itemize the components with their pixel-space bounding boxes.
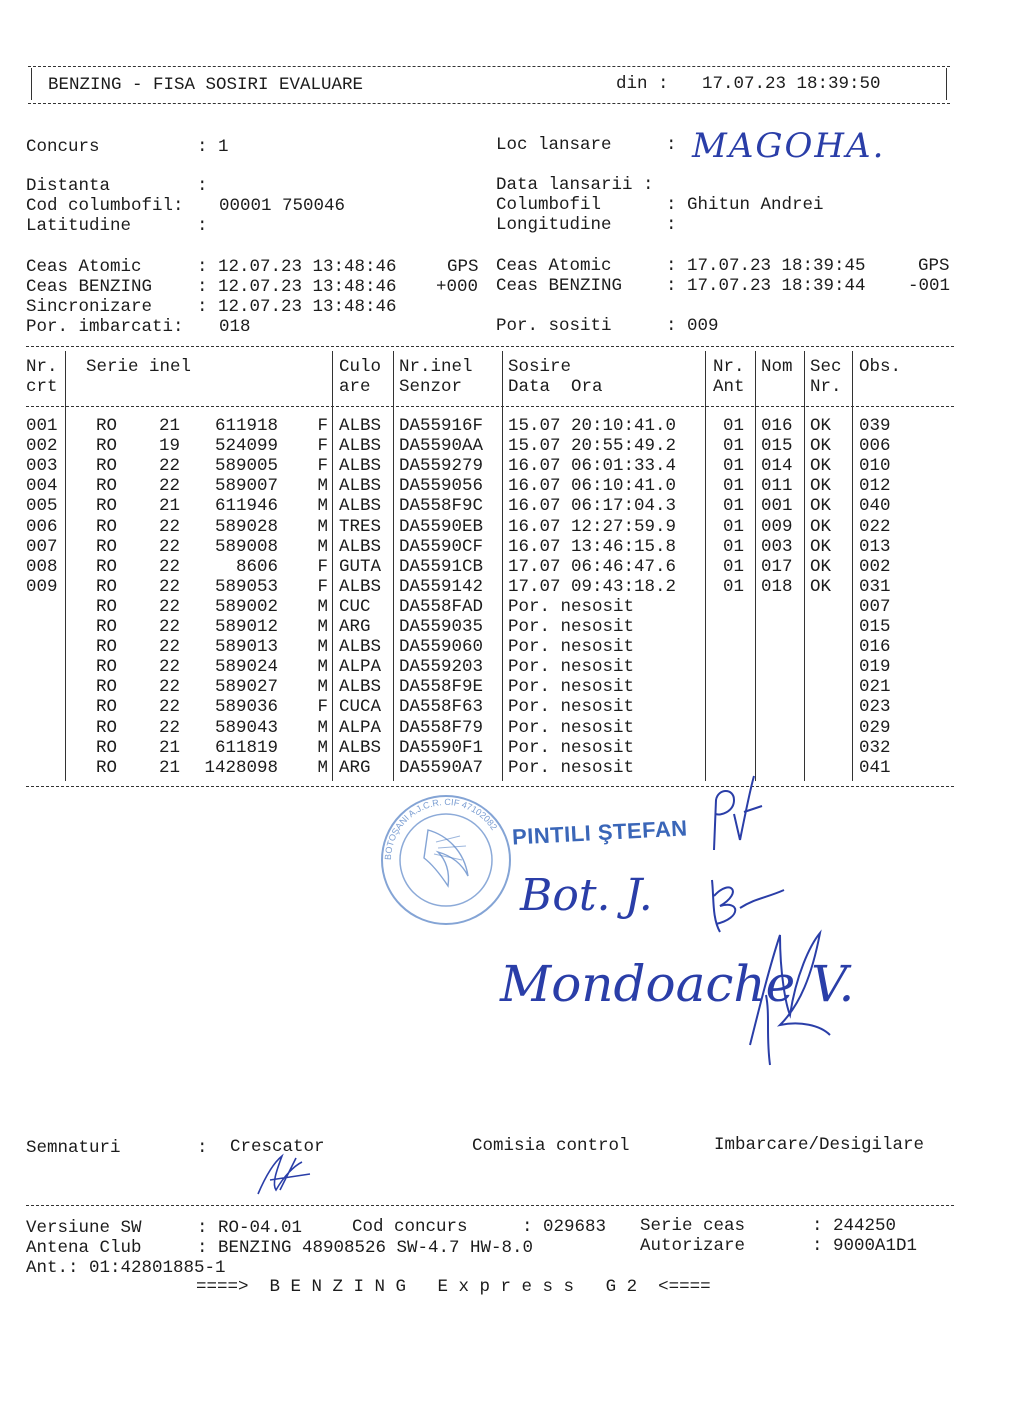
concurs-value: : 1 bbox=[197, 137, 229, 157]
cell-an: 19 bbox=[159, 436, 181, 457]
table-row bbox=[0, 416, 1024, 436]
cell-culoare: ALBS bbox=[339, 456, 382, 477]
versiune-sw-label: Versiune SW bbox=[26, 1218, 142, 1238]
semnaturi-label: Semnaturi bbox=[26, 1138, 121, 1158]
cell-sosire: 16.07 06:17:04.3 bbox=[508, 496, 677, 517]
cell-sosire: Por. nesosit bbox=[508, 737, 635, 758]
cod-concurs-label: Cod concurs bbox=[352, 1217, 468, 1237]
cell-sec: OK bbox=[810, 476, 832, 497]
cell-ant: 01 bbox=[723, 576, 745, 597]
cell-sex: F bbox=[317, 436, 328, 457]
cell-nom: 003 bbox=[761, 536, 793, 557]
cell-tara: RO bbox=[96, 717, 118, 738]
cell-inel: 589005 bbox=[214, 456, 278, 477]
cell-nr: 007 bbox=[26, 536, 58, 557]
cell-sex: F bbox=[317, 576, 328, 597]
cell-culoare: GUTA bbox=[339, 556, 382, 577]
antena-club-value: : BENZING 48908526 SW-4.7 HW-8.0 bbox=[197, 1238, 534, 1258]
cell-sex: F bbox=[317, 456, 328, 477]
signature-crescator-label: Crescator bbox=[230, 1137, 325, 1157]
signature-comisia-label: Comisia control bbox=[472, 1136, 630, 1156]
cell-an: 22 bbox=[159, 596, 181, 617]
cell-inel: 589007 bbox=[214, 476, 278, 497]
cell-inel: 589012 bbox=[214, 617, 278, 637]
porumbei-sositi-label: Por. sositi bbox=[496, 316, 612, 336]
table-header-divider bbox=[26, 406, 954, 407]
header-top-border bbox=[28, 66, 950, 67]
cell-ant: 01 bbox=[723, 536, 745, 557]
cell-tara: RO bbox=[96, 556, 118, 577]
cell-sosire: 17.07 06:46:47.6 bbox=[508, 556, 677, 577]
porumbei-imbarcati-label: Por. imbarcati: bbox=[26, 317, 184, 337]
cell-senzor: DA559035 bbox=[399, 617, 484, 637]
cell-senzor: DA559056 bbox=[399, 476, 484, 497]
latitudine-label: Latitudine bbox=[26, 216, 132, 236]
th-sec-nr: Nr. bbox=[810, 377, 842, 397]
cell-senzor: DA5590F1 bbox=[399, 737, 484, 758]
cell-tara: RO bbox=[96, 677, 118, 698]
cell-nom: 015 bbox=[761, 436, 793, 457]
cell-tara: RO bbox=[96, 657, 118, 678]
ant-line: Ant.: 01:42801885-1 bbox=[26, 1258, 226, 1278]
cell-an: 22 bbox=[159, 677, 181, 698]
cell-senzor: DA558FAD bbox=[399, 596, 484, 617]
latitudine-value: : bbox=[197, 216, 208, 236]
cell-culoare: ALPA bbox=[339, 717, 382, 738]
cell-inel: 589028 bbox=[214, 516, 278, 537]
clock-right-atomic-suffix: GPS bbox=[918, 256, 950, 276]
cell-sex: M bbox=[317, 677, 328, 698]
cell-sosire: 16.07 06:10:41.0 bbox=[508, 476, 677, 497]
table-row bbox=[0, 537, 1024, 557]
cell-an: 22 bbox=[159, 576, 181, 597]
club-seal-stamp bbox=[376, 790, 516, 930]
cell-an: 22 bbox=[159, 637, 181, 658]
cell-obs: 007 bbox=[859, 596, 891, 617]
cell-inel: 589036 bbox=[214, 697, 278, 718]
cod-columbofil-value: 00001 750046 bbox=[219, 196, 346, 216]
header-right-border bbox=[946, 68, 947, 100]
autorizare-value: : 9000A1D1 bbox=[812, 1236, 918, 1256]
cell-tara: RO bbox=[96, 576, 118, 597]
cell-obs: 013 bbox=[859, 536, 891, 557]
cell-tara: RO bbox=[96, 757, 118, 778]
cell-senzor: DA5590A7 bbox=[399, 757, 484, 778]
cell-culoare: ALBS bbox=[339, 476, 382, 497]
cell-inel: 589027 bbox=[214, 677, 278, 698]
cell-ant: 01 bbox=[723, 476, 745, 497]
cell-sec: OK bbox=[810, 516, 832, 537]
clock-left-atomic-suffix: GPS bbox=[447, 257, 479, 277]
cell-tara: RO bbox=[96, 416, 118, 436]
cell-ant: 01 bbox=[723, 556, 745, 577]
cell-nr: 009 bbox=[26, 576, 58, 597]
th-culoare-2: are bbox=[339, 377, 371, 397]
clock-right-benzing-suffix: -001 bbox=[908, 276, 951, 296]
cell-senzor: DA558F79 bbox=[399, 717, 484, 738]
cell-inel: 589008 bbox=[214, 536, 278, 557]
cell-obs: 032 bbox=[859, 737, 891, 758]
cell-sex: M bbox=[317, 617, 328, 637]
th-obs: Obs. bbox=[859, 357, 902, 377]
clock-left-atomic-label: Ceas Atomic bbox=[26, 257, 142, 277]
cell-obs: 040 bbox=[859, 496, 891, 517]
cell-inel: 1428098 bbox=[204, 757, 278, 778]
cell-sex: M bbox=[317, 657, 328, 678]
table-row bbox=[0, 617, 1024, 637]
cell-an: 22 bbox=[159, 556, 181, 577]
cell-an: 22 bbox=[159, 697, 181, 718]
th-sec: Sec bbox=[810, 357, 842, 377]
header-left-border bbox=[31, 68, 32, 100]
cell-inel: 611918 bbox=[214, 416, 278, 436]
cell-sosire: Por. nesosit bbox=[508, 757, 635, 778]
cell-sec: OK bbox=[810, 416, 832, 436]
cell-sosire: Por. nesosit bbox=[508, 657, 635, 678]
cell-ant: 01 bbox=[723, 496, 745, 517]
cell-culoare: ALPA bbox=[339, 657, 382, 678]
cell-nom: 001 bbox=[761, 496, 793, 517]
cell-obs: 002 bbox=[859, 556, 891, 577]
cell-culoare: ALBS bbox=[339, 637, 382, 658]
cell-sec: OK bbox=[810, 436, 832, 457]
columbofil-value: : Ghitun Andrei bbox=[666, 195, 824, 215]
serie-ceas-value: : 244250 bbox=[812, 1216, 897, 1236]
th-nr-crt: crt bbox=[26, 377, 58, 397]
cell-nr: 002 bbox=[26, 436, 58, 457]
cell-senzor: DA5590EB bbox=[399, 516, 484, 537]
cell-senzor: DA558F63 bbox=[399, 697, 484, 718]
cell-inel: 611946 bbox=[214, 496, 278, 517]
cell-culoare: ALBS bbox=[339, 416, 382, 436]
longitudine-label: Longitudine bbox=[496, 215, 612, 235]
th-sosire: Sosire bbox=[508, 357, 572, 377]
cell-obs: 031 bbox=[859, 576, 891, 597]
cell-sex: F bbox=[317, 416, 328, 436]
cell-sex: F bbox=[317, 556, 328, 577]
cell-nom: 017 bbox=[761, 556, 793, 577]
cell-obs: 006 bbox=[859, 436, 891, 457]
cell-an: 21 bbox=[159, 496, 181, 517]
cell-sex: M bbox=[317, 737, 328, 758]
cell-sosire: 16.07 12:27:59.9 bbox=[508, 516, 677, 537]
stamp-name: PINTILI ŞTEFAN bbox=[511, 815, 689, 850]
cell-sex: M bbox=[317, 496, 328, 517]
cell-inel: 589043 bbox=[214, 717, 278, 738]
semnaturi-colon: : bbox=[197, 1138, 208, 1158]
clock-left-atomic-value: : 12.07.23 13:48:46 bbox=[197, 257, 397, 277]
cell-an: 22 bbox=[159, 536, 181, 557]
cell-sosire: Por. nesosit bbox=[508, 617, 635, 637]
cell-sex: M bbox=[317, 596, 328, 617]
distanta-label: Distanta bbox=[26, 176, 111, 196]
cell-obs: 010 bbox=[859, 456, 891, 477]
cell-an: 22 bbox=[159, 657, 181, 678]
porumbei-imbarcati-value: 018 bbox=[219, 317, 251, 337]
cell-sex: M bbox=[317, 536, 328, 557]
cell-ant: 01 bbox=[723, 416, 745, 436]
cell-an: 21 bbox=[159, 737, 181, 758]
table-row bbox=[0, 456, 1024, 476]
cell-culoare: ALBS bbox=[339, 436, 382, 457]
header-bottom-border bbox=[28, 103, 950, 104]
loc-lansare-colon: : bbox=[666, 135, 677, 155]
signature-scribble-3 bbox=[730, 925, 840, 1075]
table-row bbox=[0, 476, 1024, 496]
cell-tara: RO bbox=[96, 737, 118, 758]
signature-imbarcare-label: Imbarcare/Desigilare bbox=[714, 1135, 925, 1155]
cell-obs: 029 bbox=[859, 717, 891, 738]
cell-sosire: Por. nesosit bbox=[508, 697, 635, 718]
handwritten-line-2: Mondoache V. bbox=[500, 955, 855, 1013]
table-row bbox=[0, 637, 1024, 657]
cell-obs: 015 bbox=[859, 617, 891, 637]
cod-columbofil-label: Cod columbofil: bbox=[26, 196, 184, 216]
cell-an: 22 bbox=[159, 717, 181, 738]
concurs-label: Concurs bbox=[26, 137, 100, 157]
cod-concurs-value: : 029683 bbox=[522, 1217, 607, 1237]
cell-sec: OK bbox=[810, 576, 832, 597]
cell-senzor: DA559060 bbox=[399, 637, 484, 658]
cell-culoare: TRES bbox=[339, 516, 382, 537]
cell-ant: 01 bbox=[723, 456, 745, 477]
clock-right-atomic-label: Ceas Atomic bbox=[496, 256, 612, 276]
cell-sec: OK bbox=[810, 496, 832, 517]
cell-sosire: Por. nesosit bbox=[508, 717, 635, 738]
cell-nom: 018 bbox=[761, 576, 793, 597]
cell-inel: 611819 bbox=[214, 737, 278, 758]
cell-culoare: CUCA bbox=[339, 697, 382, 718]
report-title: BENZING - FISA SOSIRI EVALUARE bbox=[48, 75, 364, 95]
cell-sosire: Por. nesosit bbox=[508, 677, 635, 698]
th-nom: Nom bbox=[761, 357, 793, 377]
loc-lansare-handwritten: MAGOHA. bbox=[692, 126, 886, 166]
report-date-label: din : bbox=[616, 74, 669, 94]
cell-nom: 014 bbox=[761, 456, 793, 477]
cell-nr: 004 bbox=[26, 476, 58, 497]
report-date-value: 17.07.23 18:39:50 bbox=[702, 74, 881, 94]
porumbei-sositi-value: : 009 bbox=[666, 316, 719, 336]
cell-obs: 012 bbox=[859, 476, 891, 497]
table-row bbox=[0, 557, 1024, 577]
cell-culoare: ALBS bbox=[339, 536, 382, 557]
cell-nom: 011 bbox=[761, 476, 793, 497]
autorizare-label: Autorizare bbox=[640, 1236, 746, 1256]
cell-senzor: DA5590AA bbox=[399, 436, 484, 457]
th-serie-inel: Serie inel bbox=[86, 357, 192, 377]
cell-tara: RO bbox=[96, 436, 118, 457]
cell-obs: 022 bbox=[859, 516, 891, 537]
cell-sosire: Por. nesosit bbox=[508, 596, 635, 617]
th-nr-inel: Nr.inel bbox=[399, 357, 473, 377]
table-bottom-border bbox=[26, 786, 954, 787]
cell-sex: M bbox=[317, 516, 328, 537]
cell-tara: RO bbox=[96, 617, 118, 637]
table-row bbox=[0, 758, 1024, 778]
cell-senzor: DA559203 bbox=[399, 657, 484, 678]
table-row bbox=[0, 738, 1024, 758]
cell-nr: 006 bbox=[26, 516, 58, 537]
cell-sec: OK bbox=[810, 536, 832, 557]
cell-senzor: DA559142 bbox=[399, 576, 484, 597]
handwritten-line-1: Bot. J. bbox=[520, 870, 653, 921]
cell-senzor: DA559279 bbox=[399, 456, 484, 477]
th-data-ora: Data Ora bbox=[508, 377, 603, 397]
cell-inel: 589024 bbox=[214, 657, 278, 678]
cell-inel: 589053 bbox=[214, 576, 278, 597]
cell-senzor: DA558F9C bbox=[399, 496, 484, 517]
cell-sex: M bbox=[317, 637, 328, 658]
seal-text: BOTOŞANI A.J.C.R. CIF 47102082 bbox=[382, 796, 500, 861]
cell-an: 21 bbox=[159, 757, 181, 778]
th-culoare-1: Culo bbox=[339, 357, 382, 377]
cell-ant: 01 bbox=[723, 436, 745, 457]
clock-left-benzing-label: Ceas BENZING bbox=[26, 277, 153, 297]
table-row bbox=[0, 718, 1024, 738]
cell-an: 22 bbox=[159, 456, 181, 477]
cell-nr: 003 bbox=[26, 456, 58, 477]
cell-culoare: ARG bbox=[339, 617, 371, 637]
clock-right-atomic-value: : 17.07.23 18:39:45 bbox=[666, 256, 866, 276]
cell-sosire: 17.07 09:43:18.2 bbox=[508, 576, 677, 597]
cell-culoare: ALBS bbox=[339, 737, 382, 758]
table-row bbox=[0, 577, 1024, 597]
clock-left-sync-label: Sincronizare bbox=[26, 297, 153, 317]
th-nr: Nr. bbox=[26, 357, 58, 377]
clock-left-benzing-suffix: +000 bbox=[436, 277, 479, 297]
clock-left-sync-value: : 12.07.23 13:48:46 bbox=[197, 297, 397, 317]
cell-tara: RO bbox=[96, 536, 118, 557]
benzing-express-banner: ====> B E N Z I N G E x p r e s s G 2 <==== bbox=[196, 1277, 711, 1297]
antena-club-label: Antena Club bbox=[26, 1238, 142, 1258]
cell-obs: 019 bbox=[859, 657, 891, 678]
footer-divider bbox=[26, 1205, 954, 1206]
table-row bbox=[0, 517, 1024, 537]
cell-nr: 001 bbox=[26, 416, 58, 436]
cell-tara: RO bbox=[96, 476, 118, 497]
table-row bbox=[0, 597, 1024, 617]
table-row bbox=[0, 677, 1024, 697]
cell-obs: 041 bbox=[859, 757, 891, 778]
table-row bbox=[0, 436, 1024, 456]
clock-left-benzing-value: : 12.07.23 13:48:46 bbox=[197, 277, 397, 297]
cell-an: 22 bbox=[159, 476, 181, 497]
clock-right-benzing-value: : 17.07.23 18:39:44 bbox=[666, 276, 866, 296]
cell-obs: 039 bbox=[859, 416, 891, 436]
cell-senzor: DA55916F bbox=[399, 416, 484, 436]
cell-senzor: DA558F9E bbox=[399, 677, 484, 698]
cell-an: 22 bbox=[159, 617, 181, 637]
versiune-sw-value: : RO-04.01 bbox=[197, 1218, 303, 1238]
th-nr-ant: Nr. bbox=[713, 357, 745, 377]
table-top-border bbox=[26, 346, 954, 347]
cell-nr: 008 bbox=[26, 556, 58, 577]
cell-culoare: ALBS bbox=[339, 677, 382, 698]
cell-obs: 021 bbox=[859, 677, 891, 698]
cell-sex: M bbox=[317, 476, 328, 497]
cell-sex: M bbox=[317, 717, 328, 738]
table-row bbox=[0, 657, 1024, 677]
cell-tara: RO bbox=[96, 596, 118, 617]
distanta-value: : bbox=[197, 176, 208, 196]
cell-tara: RO bbox=[96, 516, 118, 537]
clock-right-benzing-label: Ceas BENZING bbox=[496, 276, 623, 296]
cell-inel: 524099 bbox=[214, 436, 278, 457]
loc-lansare-label: Loc lansare bbox=[496, 135, 612, 155]
cell-nom: 016 bbox=[761, 416, 793, 436]
cell-nr: 005 bbox=[26, 496, 58, 517]
cell-sec: OK bbox=[810, 556, 832, 577]
cell-sosire: 16.07 13:46:15.8 bbox=[508, 536, 677, 557]
data-lansarii-label: Data lansarii : bbox=[496, 175, 654, 195]
longitudine-value: : bbox=[666, 215, 677, 235]
cell-obs: 016 bbox=[859, 637, 891, 658]
cell-sosire: 15.07 20:10:41.0 bbox=[508, 416, 677, 436]
cell-nom: 009 bbox=[761, 516, 793, 537]
serie-ceas-label: Serie ceas bbox=[640, 1216, 746, 1236]
cell-culoare: ALBS bbox=[339, 496, 382, 517]
table-row bbox=[0, 697, 1024, 717]
cell-tara: RO bbox=[96, 456, 118, 477]
cell-ant: 01 bbox=[723, 516, 745, 537]
cell-tara: RO bbox=[96, 637, 118, 658]
signature-scribble-1 bbox=[700, 770, 770, 860]
cell-sec: OK bbox=[810, 456, 832, 477]
th-senzor: Senzor bbox=[399, 377, 463, 397]
th-ant: Ant bbox=[713, 377, 745, 397]
columbofil-label: Columbofil bbox=[496, 195, 602, 215]
cell-sosire: Por. nesosit bbox=[508, 637, 635, 658]
cell-an: 21 bbox=[159, 416, 181, 436]
cell-inel: 589013 bbox=[214, 637, 278, 658]
cell-an: 22 bbox=[159, 516, 181, 537]
cell-obs: 023 bbox=[859, 697, 891, 718]
cell-sex: M bbox=[317, 757, 328, 778]
cell-culoare: ARG bbox=[339, 757, 371, 778]
cell-inel: 8606 bbox=[235, 556, 278, 577]
cell-sosire: 15.07 20:55:49.2 bbox=[508, 436, 677, 457]
signature-crescator-scribble bbox=[250, 1150, 320, 1200]
cell-inel: 589002 bbox=[214, 596, 278, 617]
table-row bbox=[0, 496, 1024, 516]
cell-tara: RO bbox=[96, 697, 118, 718]
cell-sex: F bbox=[317, 697, 328, 718]
cell-sosire: 16.07 06:01:33.4 bbox=[508, 456, 677, 477]
cell-culoare: ALBS bbox=[339, 576, 382, 597]
cell-senzor: DA5591CB bbox=[399, 556, 484, 577]
cell-senzor: DA5590CF bbox=[399, 536, 484, 557]
cell-culoare: CUC bbox=[339, 596, 371, 617]
cell-tara: RO bbox=[96, 496, 118, 517]
